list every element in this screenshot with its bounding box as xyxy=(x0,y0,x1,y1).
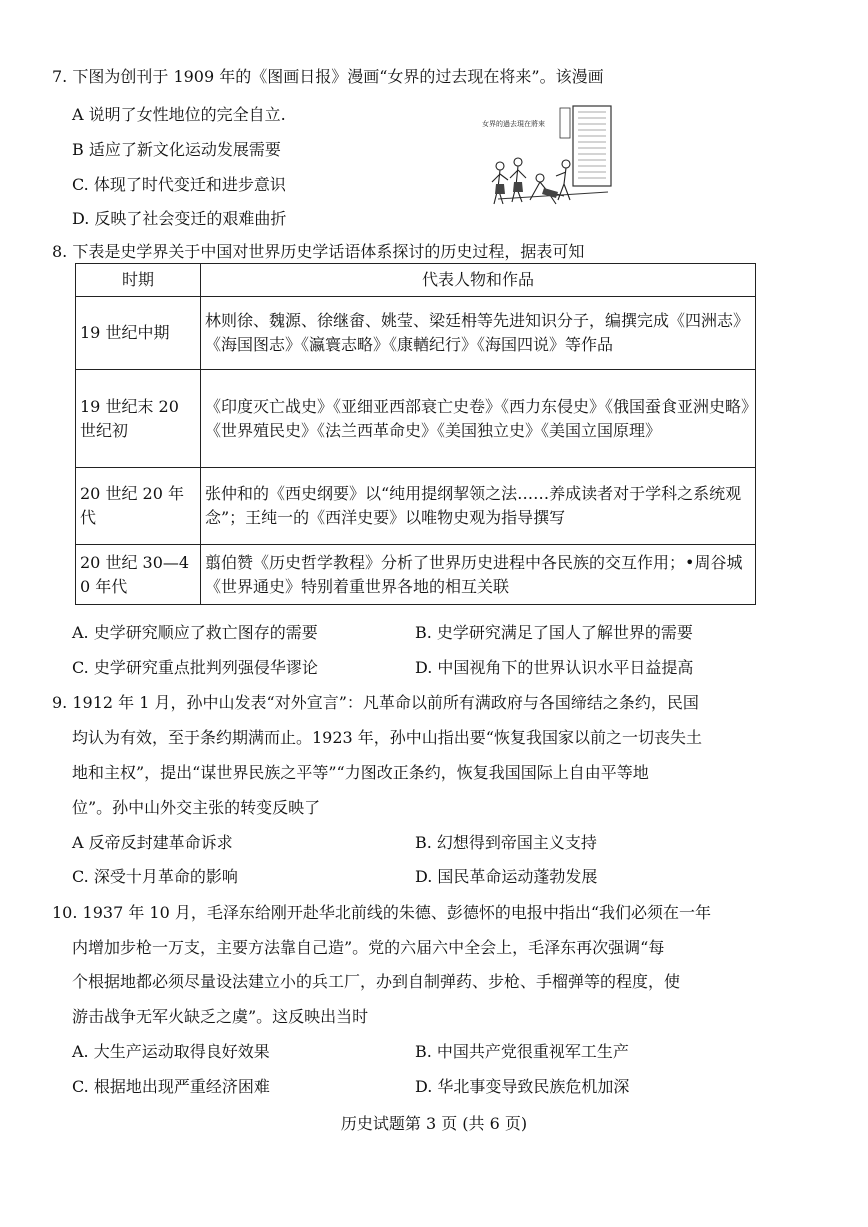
q7-option-a: A 说明了女性地位的完全自立. xyxy=(72,105,286,124)
q9-option-c: C. 深受十月革命的影响 xyxy=(72,867,238,886)
q8-stem: 8. 下表是史学界关于中国对世界历史学话语体系探讨的历史过程，据表可知 xyxy=(52,242,585,261)
table-cell-period: 19 世纪末 20 世纪初 xyxy=(76,370,201,468)
history-table xyxy=(75,263,756,605)
q9-option-d: D. 国民革命运动蓬勃发展 xyxy=(415,867,598,886)
q8-option-c: C. 史学研究重点批判列强侵华谬论 xyxy=(72,658,318,677)
q8-option-a: A. 史学研究顺应了救亡图存的需要 xyxy=(72,623,318,642)
q9-option-b: B. 幻想得到帝国主义支持 xyxy=(415,833,597,852)
q9-line: 位”。孙中山外交主张的转变反映了 xyxy=(72,798,321,817)
q9-line: 9. 1912 年 1 月，孙中山发表“对外宣言”：凡革命以前所有满政府与各国缔结之条约，民国 xyxy=(52,693,699,712)
q10-line: 游击战争无军火缺乏之虞”。这反映出当时 xyxy=(72,1007,369,1026)
cartoon-image xyxy=(478,104,613,219)
table-row xyxy=(76,370,756,468)
q10-line: 内增加步枪一万支，主要方法靠自己造”。党的六届六中全会上，毛泽东再次强调“每 xyxy=(72,938,665,957)
table-cell-period: 20 世纪 20 年代 xyxy=(76,468,201,545)
q10-option-b: B. 中国共产党很重视军工生产 xyxy=(415,1042,629,1061)
table-cell-works: 《印度灭亡战史》《亚细亚西部衰亡史卷》《西力东侵史》《俄国蚕食亚洲史略》《世界殖民史》《法兰西革命史》《美国独立史》《美国立国原理》 xyxy=(201,370,756,468)
table-header-row xyxy=(76,264,756,297)
q10-line: 个根据地都必须尽量设法建立小的兵工厂，办到自制弹药、步枪、手榴弹等的程度，使 xyxy=(72,972,681,991)
page-footer: 历史试题第 3 页 (共 6 页) xyxy=(340,1114,528,1133)
table-cell-period: 19 世纪中期 xyxy=(76,297,201,370)
q9-option-a: A 反帝反封建革命诉求 xyxy=(72,833,233,852)
table-row xyxy=(76,468,756,545)
q10-line: 10. 1937 年 10 月，毛泽东给刚开赴华北前线的朱德、彭德怀的电报中指出“我们必须在一年 xyxy=(52,903,712,922)
table-row xyxy=(76,297,756,370)
q7-option-c: C. 体现了时代变迁和进步意识 xyxy=(72,175,286,194)
q8-option-b: B. 史学研究满足了国人了解世界的需要 xyxy=(415,623,693,642)
q7-stem: 7. 下图为创刊于 1909 年的《图画日报》漫画“女界的过去现在将来”。该漫画 xyxy=(52,67,604,86)
table-cell-works: 张仲和的《西史纲要》以“纯用提纲挈领之法……养成读者对于学科之系统观念”；王纯一的《西洋史要》以唯物史观为指导撰写 xyxy=(201,468,756,545)
table-row xyxy=(76,545,756,605)
q10-option-c: C. 根据地出现严重经济困难 xyxy=(72,1077,270,1096)
table-cell-works: 林则徐、魏源、徐继畲、姚莹、梁廷枏等先进知识分子，编撰完成《四洲志》《海国图志》《瀛寰志略》《康輶纪行》《海国四说》等作品 xyxy=(201,297,756,370)
q7-option-d: D. 反映了社会变迁的艰难曲折 xyxy=(72,209,287,228)
table-cell-period: 20 世纪 30—40 年代 xyxy=(76,545,201,605)
q9-line: 地和主权”，提出“谋世界民族之平等”“力图改正条约，恢复我国国际上自由平等地 xyxy=(72,763,649,782)
q8-option-d: D. 中国视角下的世界认识水平日益提高 xyxy=(415,658,694,677)
q10-option-d: D. 华北事变导致民族危机加深 xyxy=(415,1077,630,1096)
cartoon-caption: 女界的過去現在將來 xyxy=(482,120,545,128)
q10-option-a: A. 大生产运动取得良好效果 xyxy=(72,1042,270,1061)
q7-option-b: B 适应了新文化运动发展需要 xyxy=(72,140,281,159)
table-header-period: 时期 xyxy=(76,264,201,297)
table-cell-works: 翦伯赞《历史哲学教程》分析了世界历史进程中各民族的交互作用；•周谷城《世界通史》特别着重世界各地的相互关联 xyxy=(201,545,756,605)
table-header-works: 代表人物和作品 xyxy=(201,264,756,297)
q9-line: 均认为有效，至于条约期满而止。1923 年，孙中山指出要“恢复我国家以前之一切丧失土 xyxy=(72,728,702,747)
